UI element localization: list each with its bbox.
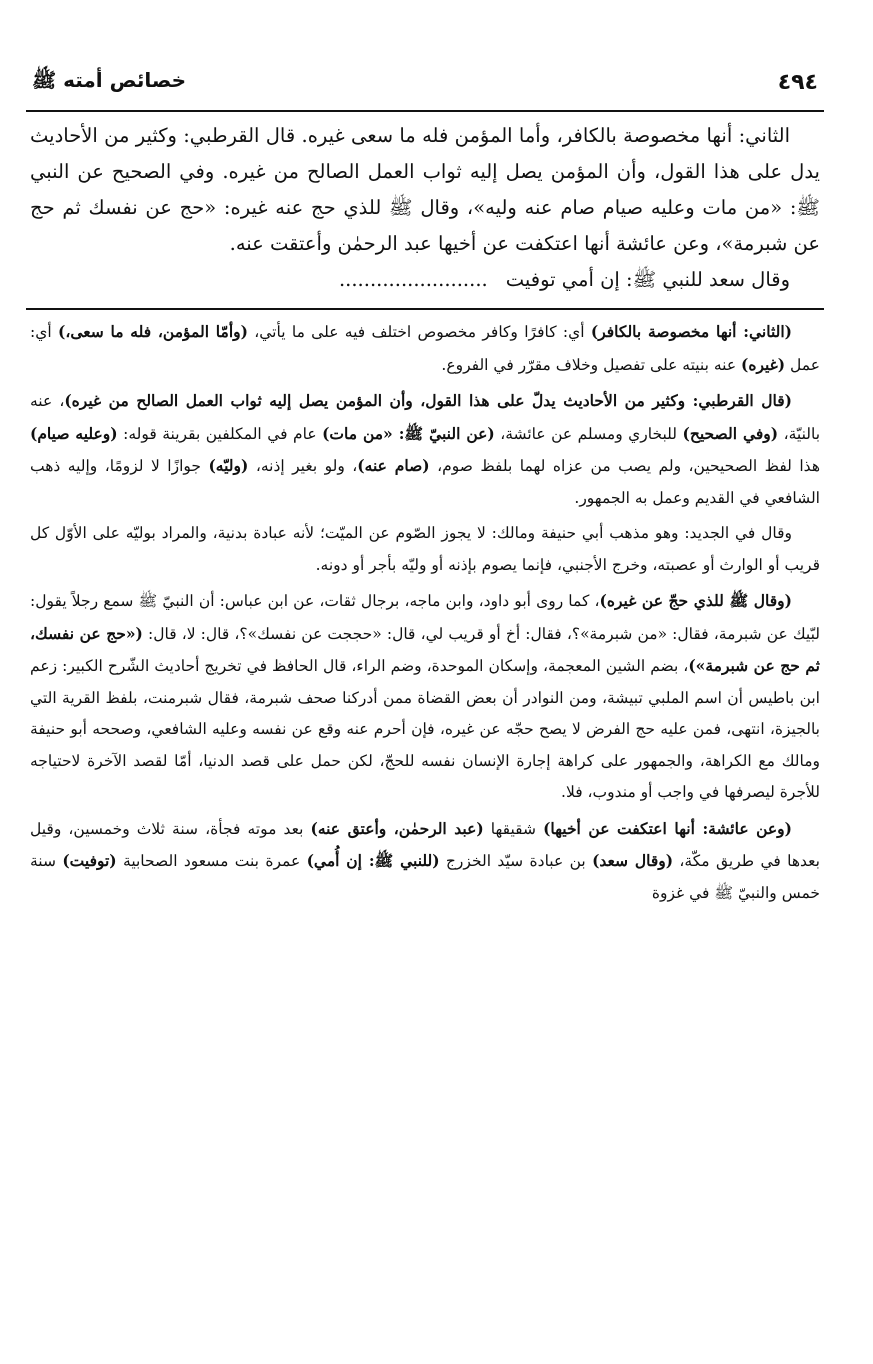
commentary-text: جوازًا لا لزومًا، وإليه ذهب الشافعي في القديم وعمل به الجمهور. (30, 457, 820, 507)
commentary-text: عمرة بنت مسعود الصحابية (116, 852, 307, 870)
commentary-text: هذا لفظ الصحيحين، ولم يصب من عزاه لهما بلفظ صوم، (429, 457, 820, 475)
quoted-matn: (وعن عائشة: أنها اعتكفت عن أخيها) (543, 818, 793, 838)
commentary-text: ، ولو بغير إذنه، (248, 457, 358, 475)
running-header (26, 60, 824, 112)
commentary-text: بعد موته فجأة، سنة ثلاث وخمسين، وقيل بعدها في طريق مكّة، (30, 819, 820, 870)
separator-line (26, 308, 824, 310)
commentary-text: عنه بنيته على تفصيل وخلاف مقرّر في الفروع. (441, 355, 741, 374)
main-text (26, 112, 824, 298)
quoted-matn: (وليّه) (208, 456, 249, 475)
quoted-matn: (للنبي ﷺ: إن أُمي) (306, 851, 440, 870)
commentary-text: بن عبادة سيّد الخزرج (439, 852, 593, 870)
quoted-matn: (عبد الرحمٰن، وأعتق عنه) (310, 818, 484, 838)
commentary-text: ، كما روى أبو داود، وابن ماجه، برجال ثقات، عن ابن عباس: أن النبيّ ﷺ سمع رجلاً يقول: لبّيك عن شبرمة، فقال: «من شبرمة»؟، فقال: أخ أو قريب لي، قال: «حججت عن نفسك»؟، قال: لا، قال: (30, 592, 821, 643)
commentary-text: سنة خمس والنبيّ ﷺ في غزوة (30, 852, 820, 902)
quoted-matn: (وأمّا المؤمن، فله ما سعى،) (57, 322, 248, 341)
quoted-matn: (الثاني: أنها مخصوصة بالكافر) (590, 322, 792, 341)
quoted-matn: (قال القرطبي: وكثير من الأحاديث يدلّ على هذا القول، وأن المؤمن يصل إليه ثواب العمل الصالح من غيره) (64, 391, 793, 410)
commentary-text: ، عنه بالنيّة، (30, 392, 821, 443)
quoted-matn: (وعليه صيام) (30, 423, 118, 443)
continuation-dots: ........................ (338, 268, 488, 291)
commentary-text: أي: كافرًا وكافر مخصوص اختلف فيه على ما يأتي، (247, 323, 591, 341)
commentary-paragraph (30, 585, 820, 809)
quoted-matn: («حج عن نفسك، ثم حج عن شبرمة») (30, 623, 820, 675)
commentary-text: ، بضم الشين المعجمة، وإسكان الموحدة، وضم الراء، قال الحافظ في تخريج أحاديث الشّرح الكبير: زعم ابن باطيس أن اسم الملبي تبيشة، ومن النوادر أن بعض القضاة ممن أدركنا صحف شبرمة، فقال شبرمنت، بلفظ القرية التي بالجيزة، انتهى، فمن عليه حج الفرض لا يصح حجّه عن غيره، فإن أحرم عنه وقع عن نفسه وعليه الشافعي، وصححه أبو حنيفة ومالك مع الكراهة، والجمهور على كراهة إجارة الإنسان نفسه للحجّ، لكن حمل على قصد الدنيا، أمّا لقصد الآخرة لاحتياجه للأجرة ليصرفها في واجب أو مندوب، فلا. (30, 657, 820, 801)
page-number: ٤٩٤ (777, 69, 818, 95)
commentary-text: أي: عمل (30, 323, 820, 374)
commentary-text: للبخاري ومسلم عن عائشة، (494, 424, 683, 443)
commentary-text: وقال في الجديد: وهو مذهب أبي حنيفة ومالك: لا يجوز الصّوم عن الميّت؛ لأنه عبادة بدنية، والمراد بوليّه على الأوّل كل قريب أو الوارث أو عصبته، وخرج الأجنبي، فإنما يصوم بإذنه أو وليّه بأجر أو دونه. (30, 524, 820, 574)
quoted-matn: (صام عنه) (357, 456, 430, 475)
commentary-text: عام في المكلفين بقرينة قوله: (117, 424, 323, 443)
quoted-matn: (وقال ﷺ للذي حجّ عن غيره) (599, 591, 793, 610)
commentary-paragraph (30, 385, 820, 514)
quoted-matn: (عن النبيّ ﷺ: «من مات) (322, 423, 495, 443)
main-text-line: وقال سعد للنبي ﷺ: إن أمي توفيت (505, 268, 790, 291)
commentary-paragraph (30, 316, 820, 381)
commentary-paragraph (30, 813, 820, 910)
quoted-matn: (وقال سعد) (592, 851, 674, 870)
commentary-paragraph (30, 518, 820, 581)
commentary (26, 316, 824, 909)
quoted-matn: (توفيت) (62, 851, 117, 870)
main-text-closing-line (30, 262, 820, 298)
chapter-title: خصائص أمته ﷺ (32, 67, 187, 92)
quoted-matn: (غيره) (741, 354, 786, 374)
book-page (26, 60, 824, 913)
quoted-matn: (وفي الصحيح) (682, 423, 779, 443)
commentary-text: شقيقها (483, 819, 544, 838)
main-text-paragraph: الثاني: أنها مخصوصة بالكافر، وأما المؤمن فله ما سعى غيره. قال القرطبي: وكثير من الأحاديث يدل على هذا القول، وأن المؤمن يصل إليه ثواب العمل الصالح من غيره. وفي الصحيح عن النبي ﷺ: «من مات وعليه صيام صام عنه وليه»، وقال ﷺ للذي حج عنه غيره: «حج عن نفسك ثم حج عن شبرمة»، وعن عائشة أنها اعتكفت عن أخيها عبد الرحمٰن وأعتقت عنه. (30, 124, 820, 255)
